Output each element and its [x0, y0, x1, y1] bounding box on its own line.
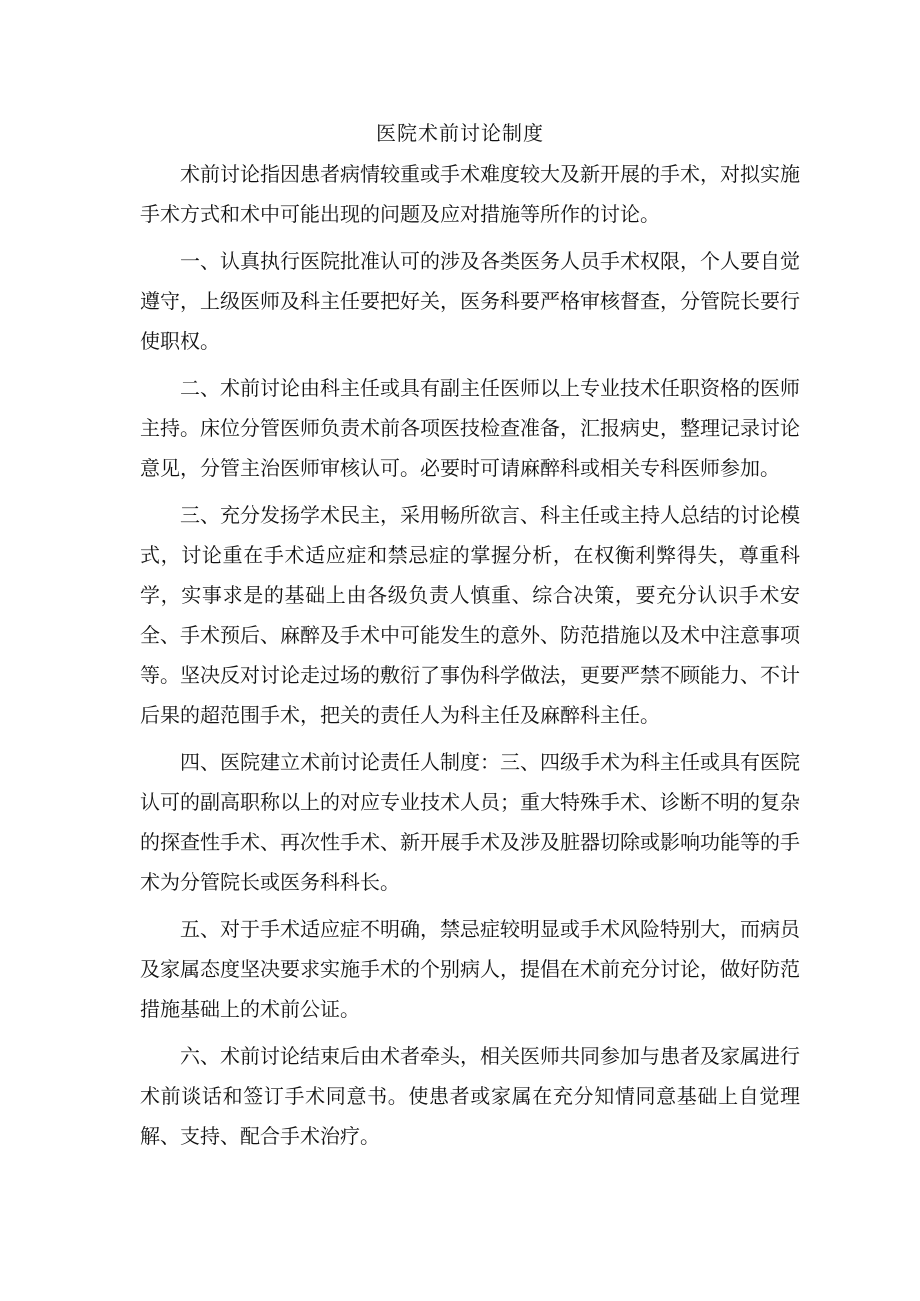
paragraph-5: 五、对于手术适应症不明确，禁忌症较明显或手术风险特别大，而病员及家属态度坚决要求实施手术的个别病人，提倡在术前充分讨论，做好防范措施基础上的术前公证。: [140, 917, 800, 1021]
paragraph-1: 一、认真执行医院批准认可的涉及各类医务人员手术权限，个人要自觉遵守，上级医师及科主任要把好关，医务科要严格审核督查，分管院长要行使职权。: [140, 249, 800, 353]
paragraph-3: 三、充分发扬学术民主，采用畅所欲言、科主任或主持人总结的讨论模式，讨论重在手术适应症和禁忌症的掌握分析，在权衡利弊得失，尊重科学，实事求是的基础上由各级负责人慎重、综合决策，要充分认识手术安全、手术预后、麻醉及手术中可能发生的意外、防范措施以及术中注意事项等。坚决反对讨论走过场的敷衍了事伪科学做法，更要严禁不顾能力、不计后果的超范围手术，把关的责任人为科主任及麻醉科主任。: [140, 503, 800, 727]
paragraph-4: 四、医院建立术前讨论责任人制度：三、四级手术为科主任或具有医院认可的副高职称以上的对应专业技术人员；重大特殊手术、诊断不明的复杂的探查性手术、再次性手术、新开展手术及涉及脏器切除或影响功能等的手术为分管院长或医务科科长。: [140, 750, 800, 894]
document-title: 医院术前讨论制度: [376, 121, 544, 145]
paragraph-intro: 术前讨论指因患者病情较重或手术难度较大及新开展的手术，对拟实施手术方式和术中可能出现的问题及应对措施等所作的讨论。: [140, 162, 800, 226]
document-body: [140, 154, 800, 1163]
paragraph-6: 六、术前讨论结束后由术者牵头，相关医师共同参加与患者及家属进行术前谈话和签订手术同意书。使患者或家属在充分知情同意基础上自觉理解、支持、配合手术治疗。: [140, 1044, 800, 1148]
paragraph-2: 二、术前讨论由科主任或具有副主任医师以上专业技术任职资格的医师主持。床位分管医师负责术前各项医技检查准备，汇报病史，整理记录讨论意见，分管主治医师审核认可。必要时可请麻醉科或相关专科医师参加。: [140, 376, 800, 480]
